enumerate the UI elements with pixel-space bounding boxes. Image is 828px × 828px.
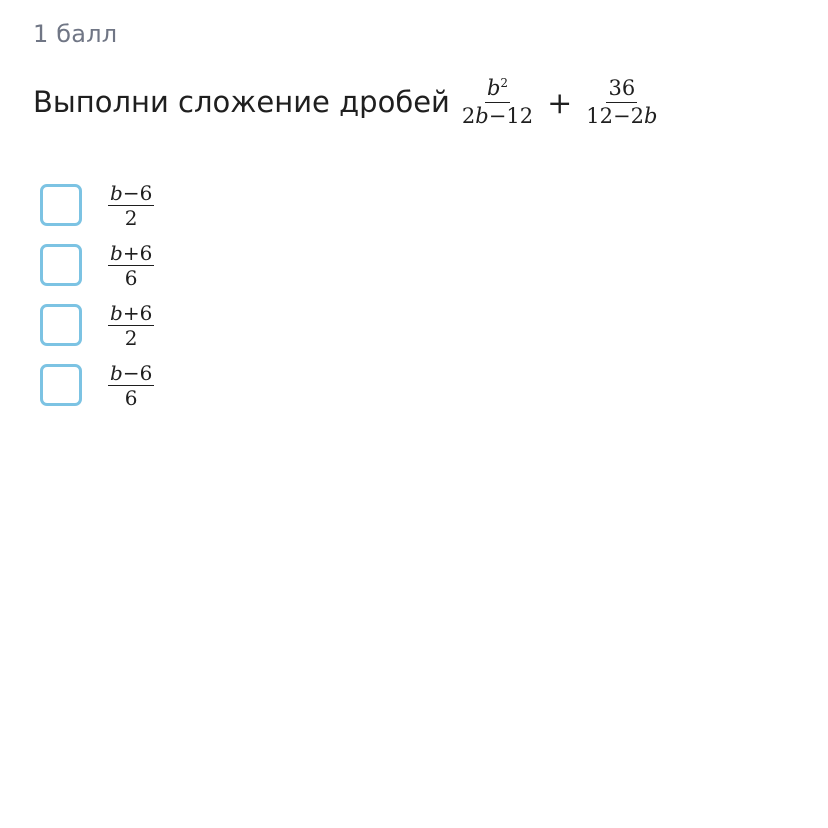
answer-checkbox-3[interactable] <box>40 304 82 346</box>
fraction-1-numerator-power: 2 <box>500 75 509 90</box>
answer-option-3-denominator: 2 <box>124 325 138 350</box>
answer-option-4-numerator: b−6 <box>110 360 153 385</box>
answer-option-2-numerator: b+6 <box>110 240 153 265</box>
answer-option-2-denominator: 6 <box>124 265 138 290</box>
fraction-2-denominator: 12−2b <box>586 103 658 128</box>
answer-option-3-fraction <box>108 300 154 350</box>
answer-option-4[interactable] <box>40 355 154 415</box>
fraction-2-numerator: 36 <box>606 78 637 103</box>
answer-option-1-denominator: 2 <box>124 205 138 230</box>
answer-option-4-fraction <box>108 360 154 410</box>
answer-option-2-fraction <box>108 240 154 290</box>
answer-option-1[interactable] <box>40 175 154 235</box>
points-label: 1 балл <box>33 20 118 48</box>
question <box>33 72 659 132</box>
question-expression <box>460 75 660 128</box>
answer-option-4-denominator: 6 <box>124 385 138 410</box>
answer-option-1-fraction <box>108 180 154 230</box>
answer-checkbox-1[interactable] <box>40 184 82 226</box>
fraction-1-denominator: 2b−12 <box>461 103 534 128</box>
answer-options <box>40 175 154 415</box>
fraction-2 <box>584 75 659 128</box>
answer-option-1-numerator: b−6 <box>110 180 153 205</box>
answer-option-3[interactable] <box>40 295 154 355</box>
fraction-1 <box>460 75 535 128</box>
fraction-1-numerator-var: b <box>486 75 501 100</box>
answer-option-2[interactable] <box>40 235 154 295</box>
plus-operator: + <box>547 85 573 121</box>
answer-checkbox-2[interactable] <box>40 244 82 286</box>
question-text: Выполни сложение дробей <box>33 85 450 119</box>
answer-option-3-numerator: b+6 <box>110 300 153 325</box>
answer-checkbox-4[interactable] <box>40 364 82 406</box>
fraction-1-numerator <box>485 75 510 103</box>
